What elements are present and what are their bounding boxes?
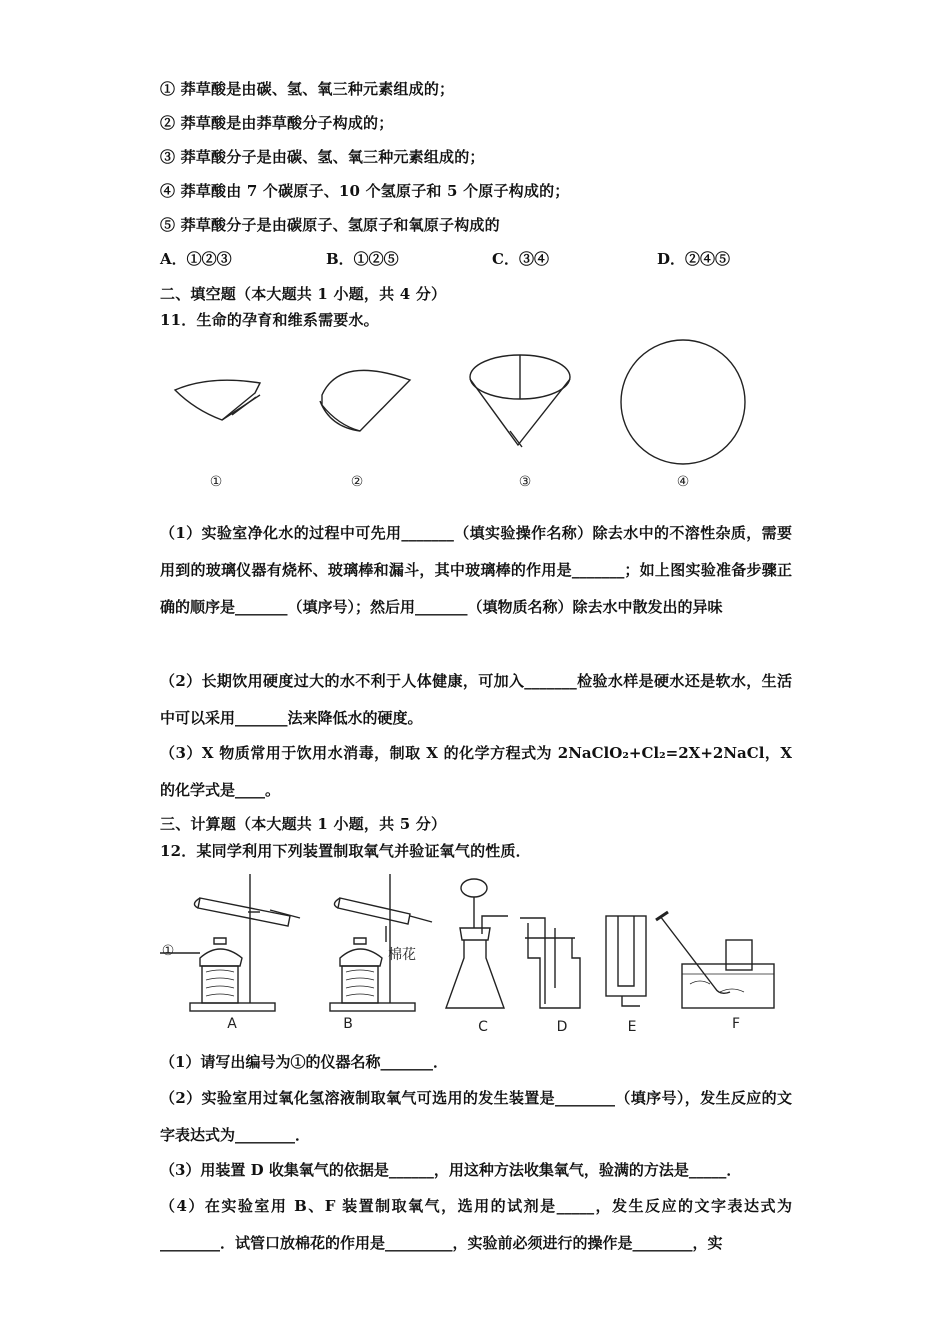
filter-step-3-shape	[470, 355, 570, 447]
q10-statement-1: ① 莽草酸是由碳、氢、氧三种元素组成的；	[160, 80, 455, 98]
apparatus-f	[656, 912, 774, 1008]
q11-part-1: （1）实验室净化水的过程中可先用_______（填实验操作名称）除去水中的不溶性杂质，需要用到的玻璃仪器有烧杯、玻璃棒和漏斗，其中玻璃棒的作用是_______；如上图实验准备步骤正确的顺序是_______（填序号）；然后用_______（填物质名称）除去水中散发出的异味	[160, 524, 792, 616]
filter-step-3-label: ③	[518, 474, 532, 490]
filter-step-4-shape	[621, 340, 745, 464]
q11-part-3: （3）X 物质常用于饮用水消毒，制取 X 的化学方程式为 2NaClO₂+Cl₂=2X+2NaCl，X 的化学式是____。	[160, 744, 792, 799]
q12-part-1: （1）请写出编号为①的仪器名称_______．	[160, 1053, 448, 1071]
apparatus-d	[520, 918, 580, 1008]
apparatus-b-label: B	[343, 1016, 353, 1032]
cotton-label: 棉花	[388, 947, 416, 963]
q10-statement-3: ③ 莽草酸分子是由碳、氢、氧三种元素组成的；	[160, 148, 485, 166]
apparatus-e-label: E	[627, 1019, 637, 1035]
q10-option-a: A．①②③	[160, 250, 232, 268]
section3-title: 三、计算题（本大题共 1 小题，共 5 分）	[160, 815, 447, 833]
q11-part-2: （2）长期饮用硬度过大的水不利于人体健康，可加入_______检验水样是硬水还是软水，生活中可以采用_______法来降低水的硬度。	[160, 672, 792, 727]
filter-step-2-label: ②	[350, 474, 364, 490]
apparatus-figure	[160, 868, 790, 1038]
q10-option-d: D．②④⑤	[657, 250, 731, 268]
apparatus-a-label: A	[227, 1016, 237, 1032]
filter-step-4-label: ④	[676, 474, 690, 490]
q12-stem: 12．某同学利用下列装置制取氧气并验证氧气的性质．	[160, 842, 531, 860]
section2-title: 二、填空题（本大题共 1 小题，共 4 分）	[160, 285, 447, 303]
apparatus-e	[606, 916, 646, 1006]
apparatus-a	[160, 874, 300, 1011]
apparatus-d-label: D	[556, 1019, 568, 1035]
q12-part-4: （4）在实验室用 B、F 装置制取氧气，选用的试剂是_____，发生反应的文字表达式为________．试管口放棉花的作用是_________，实验前必须进行的操作是________，实	[160, 1197, 792, 1252]
filter-paper-figure	[160, 335, 760, 505]
filter-step-1-label: ①	[209, 474, 223, 490]
q10-option-b: B．①②⑤	[326, 250, 399, 268]
apparatus-marker: ①	[161, 943, 175, 959]
q12-part-3: （3）用装置 D 收集氧气的依据是______，用这种方法收集氧气，验满的方法是_____．	[160, 1161, 742, 1179]
q12-part-2: （2）实验室用过氧化氢溶液制取氧气可选用的发生装置是________（填序号），发生反应的文字表达式为________．	[160, 1089, 792, 1144]
filter-step-2-shape	[320, 370, 410, 431]
apparatus-f-label: F	[731, 1016, 741, 1032]
q10-statement-4: ④ 莽草酸由 7 个碳原子、10 个氢原子和 5 个原子构成的；	[160, 182, 570, 200]
q11-stem: 11．生命的孕育和维系需要水。	[160, 311, 379, 329]
apparatus-b	[330, 874, 432, 1011]
apparatus-c-label: C	[478, 1019, 488, 1035]
filter-step-1-shape	[175, 380, 260, 420]
q10-option-c: C．③④	[492, 250, 549, 268]
q10-statement-2: ② 莽草酸是由莽草酸分子构成的；	[160, 114, 394, 132]
apparatus-c	[446, 879, 508, 1008]
q10-statement-5: ⑤ 莽草酸分子是由碳原子、氢原子和氧原子构成的	[160, 216, 500, 234]
